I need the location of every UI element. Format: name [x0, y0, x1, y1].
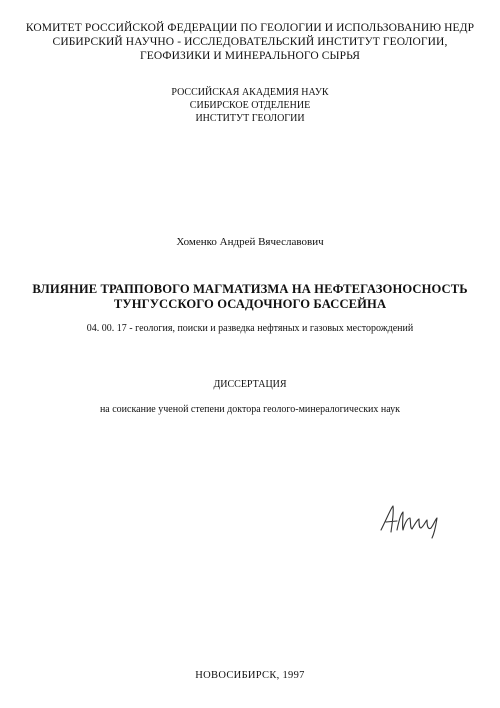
committee-line-2: СИБИРСКИЙ НАУЧНО - ИССЛЕДОВАТЕЛЬСКИЙ ИНСТИТУТ ГЕОЛОГИИ, — [52, 36, 448, 48]
degree-statement: на соискание ученой степени доктора геолого-минералогических наук — [99, 404, 401, 415]
academy-line-3: ИНСТИТУТ ГЕОЛОГИИ — [195, 113, 305, 124]
academy-line-1: РОССИЙСКАЯ АКАДЕМИЯ НАУК — [171, 87, 329, 98]
document-type: ДИССЕРТАЦИЯ — [213, 379, 287, 390]
handwritten-signature — [377, 500, 447, 540]
dissertation-title-line-2: ТУНГУССКОГО ОСАДОЧНОГО БАССЕЙНА — [113, 297, 387, 311]
committee-line-1: КОМИТЕТ РОССИЙСКОЙ ФЕДЕРАЦИИ ПО ГЕОЛОГИИ И ИСПОЛЬЗОВАНИЮ НЕДР — [25, 22, 475, 34]
committee-line-3: ГЕОФИЗИКИ И МИНЕРАЛЬНОГО СЫРЬЯ — [139, 50, 360, 62]
academy-line-2: СИБИРСКОЕ ОТДЕЛЕНИЕ — [189, 100, 311, 111]
author-name: Хоменко Андрей Вячеславович — [176, 236, 324, 248]
dissertation-title-line-1: ВЛИЯНИЕ ТРАППОВОГО МАГМАТИЗМА НА НЕФТЕГАЗОНОСНОСТЬ — [32, 282, 468, 296]
place-and-year: НОВОСИБИРСК, 1997 — [195, 670, 305, 681]
specialty-code: 04. 00. 17 - геология, поиски и разведка нефтяных и газовых месторождений — [86, 323, 414, 334]
